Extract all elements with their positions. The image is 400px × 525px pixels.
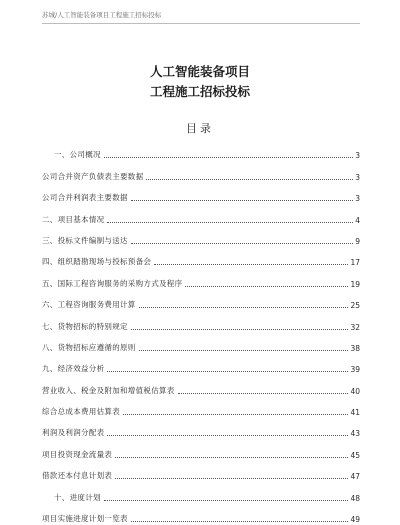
toc-heading: 目录 <box>186 122 214 135</box>
toc-dot-leader <box>107 371 348 372</box>
toc-entry-label: 十、进度计划 <box>54 492 101 502</box>
toc-entry[interactable] <box>42 290 360 311</box>
toc-dot-leader <box>146 179 353 180</box>
running-header <box>42 10 360 24</box>
toc-dot-leader <box>123 414 348 415</box>
toc-entry[interactable] <box>42 183 360 204</box>
toc-entry-label: 项目投资现金流量表 <box>42 449 113 459</box>
toc-entry[interactable] <box>42 482 360 503</box>
document-subtitle: 工程施工招标投标 <box>149 84 250 99</box>
toc-entry[interactable] <box>42 268 360 289</box>
toc-entry[interactable] <box>42 161 360 182</box>
toc-entry-page-number: 25 <box>350 301 360 311</box>
toc-entry[interactable] <box>42 397 360 418</box>
toc-dot-leader <box>131 329 349 330</box>
toc-entry-page-number: 40 <box>350 386 360 396</box>
toc-dot-leader <box>131 243 353 244</box>
toc-entry-page-number: 45 <box>350 450 360 460</box>
toc-entry-label: 综合总成本费用估算表 <box>42 407 120 417</box>
toc-entry-page-number: 48 <box>350 493 360 503</box>
toc-entry[interactable] <box>42 461 360 482</box>
toc-entry-label: 五、国际工程咨询服务的采购方式及程序 <box>42 278 183 288</box>
toc-entry[interactable] <box>42 204 360 225</box>
toc-entry[interactable] <box>42 375 360 396</box>
toc-dot-leader <box>154 264 348 265</box>
toc-entry-label: 四、组织踏勘现场与投标预备会 <box>42 257 152 267</box>
toc-entry-label: 公司合并资产负债表主要数据 <box>42 171 144 181</box>
toc-entry-label: 一、公司概况 <box>54 150 101 160</box>
toc-entry[interactable] <box>42 247 360 268</box>
toc-dot-leader <box>131 521 349 522</box>
toc-entry-page-number: 32 <box>350 322 360 332</box>
table-of-contents <box>42 140 360 525</box>
toc-entry[interactable] <box>42 354 360 375</box>
toc-entry-label: 项目实施进度计划一览表 <box>42 514 128 524</box>
toc-entry-page-number: 4 <box>355 215 360 225</box>
toc-dot-leader <box>107 435 348 436</box>
toc-entry-label: 公司合并利润表主要数据 <box>42 193 128 203</box>
toc-entry-label: 六、工程咨询服务费用计算 <box>42 300 136 310</box>
toc-entry-label: 三、投标文件编制与送达 <box>42 235 128 245</box>
toc-entry-page-number: 9 <box>355 236 360 246</box>
toc-entry-label: 二、项目基本情况 <box>42 214 105 224</box>
toc-entry-label: 八、货物招标应遵循的原则 <box>42 342 136 352</box>
toc-dot-leader <box>115 478 348 479</box>
toc-entry-label: 七、货物招标的特别规定 <box>42 321 128 331</box>
toc-dot-leader <box>131 200 353 201</box>
toc-entry-page-number: 3 <box>355 172 360 182</box>
toc-entry[interactable] <box>42 504 360 525</box>
toc-entry-page-number: 3 <box>355 194 360 204</box>
toc-dot-leader <box>178 393 349 394</box>
header-text: 苏城/人工智能装备项目工程施工招标投标 <box>42 11 162 19</box>
toc-dot-leader <box>139 307 349 308</box>
toc-entry[interactable] <box>42 333 360 354</box>
toc-entry-label: 借款还本付息计划表 <box>42 471 113 481</box>
toc-entry[interactable] <box>42 311 360 332</box>
toc-dot-leader <box>115 457 348 458</box>
toc-entry-page-number: 49 <box>350 515 360 525</box>
toc-entry-page-number: 3 <box>355 151 360 161</box>
toc-entry-page-number: 41 <box>350 408 360 418</box>
toc-entry-label: 营业收入、税金及附加和增值税估算表 <box>42 385 175 395</box>
toc-entry[interactable] <box>42 439 360 460</box>
document-title: 人工智能装备项目 <box>149 64 250 79</box>
toc-entry-label: 利润及利润分配表 <box>42 428 105 438</box>
toc-entry[interactable] <box>42 140 360 161</box>
toc-dot-leader <box>104 157 353 158</box>
toc-entry-page-number: 47 <box>350 472 360 482</box>
toc-entry-page-number: 19 <box>350 279 360 289</box>
toc-dot-leader <box>139 350 349 351</box>
toc-dot-leader <box>185 286 348 287</box>
toc-entry-page-number: 17 <box>350 258 360 268</box>
toc-entry-page-number: 38 <box>350 343 360 353</box>
toc-entry-page-number: 39 <box>350 365 360 375</box>
toc-dot-leader <box>107 222 353 223</box>
toc-entry-page-number: 43 <box>350 429 360 439</box>
toc-dot-leader <box>104 500 349 501</box>
toc-entry-label: 九、经济效益分析 <box>42 364 105 374</box>
toc-entry[interactable] <box>42 418 360 439</box>
toc-entry[interactable] <box>42 226 360 247</box>
